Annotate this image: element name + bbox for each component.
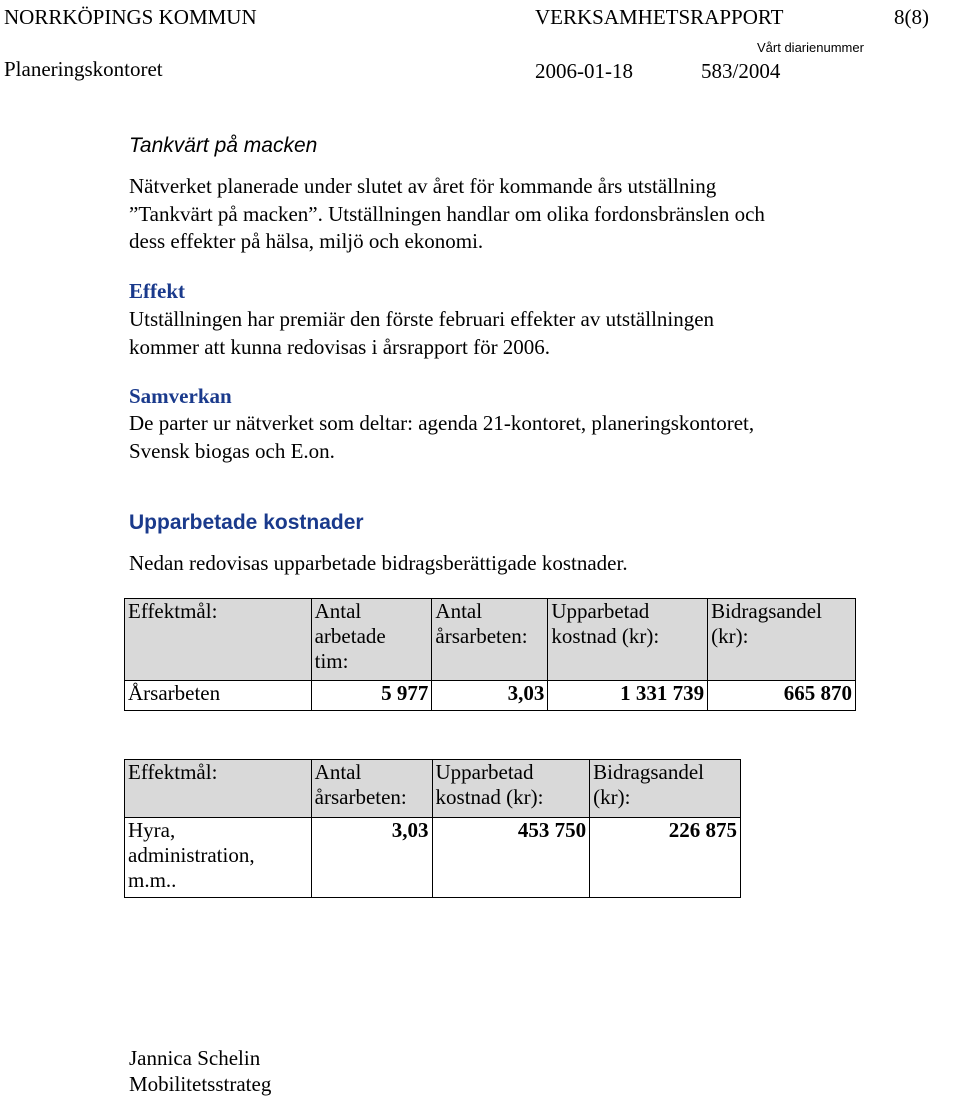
col-header-kostnad: [548, 599, 708, 681]
section-title-tankvart: Tankvärt på macken: [129, 134, 318, 157]
row-label-line: administration,: [128, 843, 255, 867]
col-header-kostnad: [432, 760, 590, 818]
cell-bidrag: 226 875: [590, 818, 741, 898]
col-header-effektmal: [125, 599, 312, 681]
row-label: [125, 818, 312, 898]
paragraph-line: Utställningen har premiär den förste februari effekter av utställningen: [129, 307, 715, 331]
header-page: 8(8): [894, 5, 929, 29]
header-line: Upparbetad: [551, 599, 650, 623]
header-line: årsarbeten:: [435, 624, 528, 648]
col-header-bidrag: [708, 599, 856, 681]
paragraph-line: ”Tankvärt på macken”. Utställningen handlar om olika fordonsbränslen och: [129, 201, 765, 226]
col-header-antal-tim: [311, 599, 432, 681]
cell-kostnad: 1 331 739: [548, 681, 708, 711]
header-line: Bidragsandel: [593, 760, 704, 784]
table-row: [125, 818, 741, 898]
header-line: arbetade: [314, 624, 386, 648]
header-office: Planeringskontoret: [4, 57, 163, 81]
header-line: (kr):: [593, 785, 631, 809]
header-line: kostnad (kr):: [551, 624, 660, 648]
row-label: Årsarbeten: [125, 681, 312, 711]
header-line: (kr):: [711, 624, 749, 648]
header-org: NORRKÖPINGS KOMMUN: [4, 5, 257, 29]
table-header-row: [125, 599, 856, 681]
signature-name: Jannica Schelin: [129, 1046, 261, 1070]
kostnader-intro: Nedan redovisas upparbetade bidragsberättigade kostnader.: [129, 551, 628, 575]
header-diarie-label: Vårt diarienummer: [757, 40, 864, 55]
header-doc-type: VERKSAMHETSRAPPORT: [535, 5, 784, 29]
header-line: Antal: [435, 599, 483, 623]
cost-table-hyra: [124, 759, 741, 898]
header-line: Upparbetad: [435, 760, 534, 784]
row-label-line: Hyra,: [128, 818, 176, 842]
cost-table-arsarbeten: [124, 598, 856, 711]
paragraph-effekt: [129, 306, 714, 361]
col-header-bidrag: [590, 760, 741, 818]
header-line: Antal: [314, 760, 362, 784]
header-diarienummer: 583/2004: [701, 59, 781, 83]
cell-kostnad: 453 750: [432, 818, 590, 898]
paragraph-line: De parter ur nätverket som deltar: agenda 21-kontoret, planeringskontoret,: [129, 411, 755, 435]
paragraph-tankvart: [129, 173, 765, 256]
table-header-row: [125, 760, 741, 818]
cell-arsarbeten: 3,03: [432, 681, 548, 711]
cell-bidrag: 665 870: [708, 681, 856, 711]
paragraph-line: kommer att kunna redovisas i årsrapport för 2006.: [129, 334, 551, 359]
header-line: Effektmål:: [128, 760, 218, 784]
section-title-samverkan: Samverkan: [129, 384, 232, 408]
header-line: årsarbeten:: [314, 785, 407, 809]
col-header-antal-arsarbeten: [311, 760, 432, 818]
signature-role: Mobilitetsstrateg: [129, 1072, 272, 1096]
col-header-effektmal: [125, 760, 312, 818]
cell-tim: 5 977: [311, 681, 432, 711]
header-date: 2006-01-18: [535, 59, 633, 83]
paragraph-line: Svensk biogas och E.on.: [129, 438, 335, 463]
header-line: tim:: [314, 649, 349, 673]
table-row: [125, 681, 856, 711]
paragraph-line: dess effekter på hälsa, miljö och ekonomi.: [129, 229, 484, 253]
paragraph-line: Nätverket planerade under slutet av året för kommande års utställning: [129, 174, 717, 198]
section-title-kostnader: Upparbetade kostnader: [129, 511, 364, 534]
cell-arsarbeten: 3,03: [311, 818, 432, 898]
col-header-antal-arsarbeten: [432, 599, 548, 681]
paragraph-samverkan: [129, 410, 754, 465]
header-line: Bidragsandel: [711, 599, 822, 623]
section-title-effekt: Effekt: [129, 279, 185, 303]
header-line: kostnad (kr):: [435, 785, 544, 809]
header-line: Effektmål:: [128, 599, 218, 623]
row-label-line: m.m..: [128, 868, 177, 892]
header-line: Antal: [314, 599, 362, 623]
